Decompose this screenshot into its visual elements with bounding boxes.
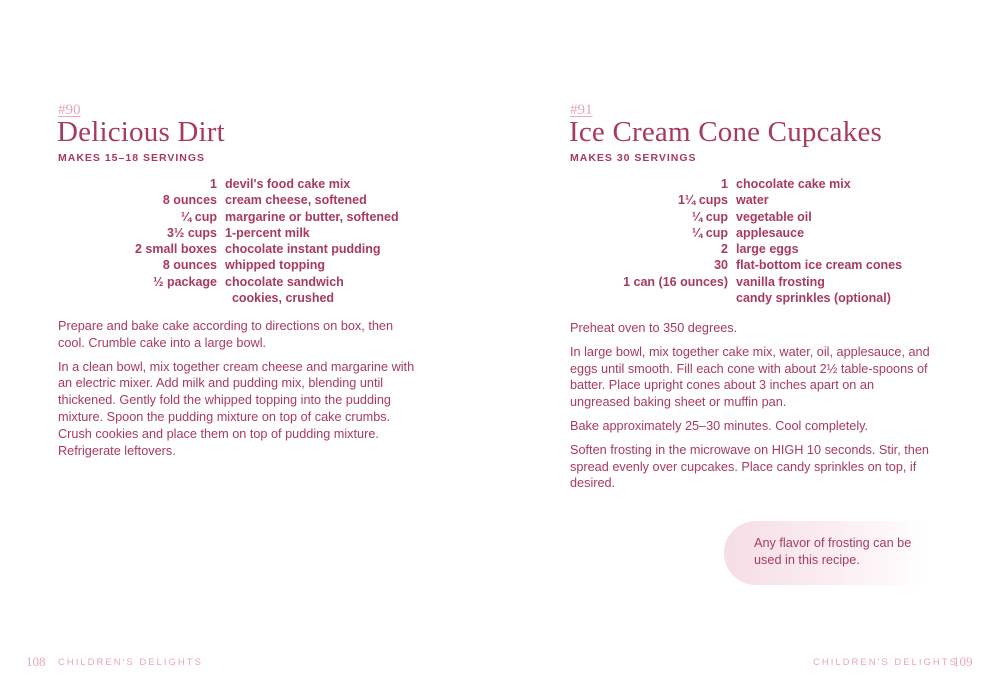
ingredient-row — [600, 274, 902, 290]
ingredient-item: whipped topping — [225, 258, 325, 273]
tip-text: Any flavor of frosting can be used in this recipe. — [754, 536, 912, 567]
instruction-paragraph: Preheat oven to 350 degrees. — [570, 321, 738, 335]
ingredient-qty: ½ package — [153, 274, 217, 289]
ingredient-item: candy sprinkles (optional) — [736, 291, 891, 306]
ingredient-item: vanilla frosting — [736, 274, 825, 289]
ingredient-item: chocolate sandwich — [225, 274, 344, 289]
section-footer: CHILDREN'S DELIGHTS — [813, 657, 958, 668]
ingredient-row — [600, 176, 902, 192]
ingredient-qty: 3½ cups — [166, 225, 217, 240]
ingredient-item: chocolate cake mix — [736, 177, 851, 191]
ingredient-row — [600, 225, 902, 241]
ingredient-item: cream cheese, softened — [225, 193, 367, 208]
recipe-title: Delicious Dirt — [57, 116, 225, 148]
ingredient-list — [100, 176, 399, 306]
ingredient-qty: 2 small boxes — [135, 242, 217, 257]
ingredient-row — [600, 209, 902, 225]
ingredient-item: 1-percent milk — [225, 225, 310, 240]
ingredient-item: water — [736, 193, 769, 208]
instruction-paragraph: In large bowl, mix together cake mix, water, oil, applesauce, and eggs until smooth. Fill each cone with about 2½ table-spoons of batter. Place upright cones about 3 inches apart on an ungreased baking sheet or muffin pan. — [570, 344, 930, 410]
ingredient-item: devil's food cake mix — [225, 177, 351, 191]
recipe-number: #91 — [570, 102, 593, 118]
ingredient-item: flat-bottom ice cream cones — [736, 258, 903, 273]
ingredient-qty: ¼ cup — [180, 209, 217, 224]
ingredient-row — [600, 257, 902, 273]
instructions — [58, 318, 423, 466]
ingredient-qty: 1 — [721, 177, 728, 191]
ingredient-qty: 8 ounces — [162, 193, 217, 208]
ingredient-row — [100, 209, 399, 225]
ingredient-qty: 30 — [714, 258, 728, 273]
section-footer: CHILDREN'S DELIGHTS — [58, 657, 203, 668]
recipe-number: #90 — [58, 102, 81, 118]
ingredient-item: margarine or butter, softened — [225, 209, 399, 224]
ingredient-row — [100, 225, 399, 241]
servings-label: MAKES 15–18 SERVINGS — [58, 152, 206, 164]
ingredient-qty — [600, 290, 736, 306]
ingredient-row — [600, 192, 902, 208]
page-number: 108 — [26, 654, 46, 669]
ingredient-item: large eggs — [736, 242, 799, 257]
ingredient-row — [600, 241, 902, 257]
ingredient-row — [100, 290, 399, 306]
instruction-paragraph: Bake approximately 25–30 minutes. Cool completely. — [570, 418, 869, 433]
ingredient-row — [100, 176, 399, 192]
ingredient-item: applesauce — [736, 225, 805, 240]
ingredient-qty: 1¼ cups — [677, 193, 728, 208]
ingredient-item: chocolate instant pudding — [225, 242, 381, 257]
ingredient-row — [100, 192, 399, 208]
ingredient-qty — [100, 290, 225, 306]
servings-label: MAKES 30 SERVINGS — [570, 152, 697, 164]
ingredient-qty: 1 — [210, 177, 217, 191]
ingredient-row — [600, 290, 902, 306]
ingredient-qty: ¼ cup — [691, 209, 728, 224]
tip-callout — [724, 521, 930, 585]
instructions — [570, 320, 935, 499]
ingredient-qty: 2 — [721, 242, 728, 257]
right-page — [500, 0, 1000, 691]
recipe-title: Ice Cream Cone Cupcakes — [569, 116, 883, 148]
instruction-paragraph: Prepare and bake cake according to directions on box, then cool. Crumble cake into a large bowl. — [58, 319, 394, 350]
instruction-paragraph: Soften frosting in the microwave on HIGH 10 seconds. Stir, then spread evenly over cupcakes. Place candy sprinkles on top, if desired. — [570, 442, 929, 491]
instruction-paragraph: In a clean bowl, mix together cream cheese and margarine with an electric mixer. Add milk and pudding mix, blending until thickened. Gently fold the whipped topping into the pudding mixture. Spoon the pudding mixture on top of cake crumbs. Crush cookies and place them on top of pudding mixture. Refrigerate leftovers. — [58, 359, 415, 458]
ingredient-qty: 1 can (16 ounces) — [623, 274, 728, 289]
ingredient-row — [100, 257, 399, 273]
ingredient-row — [100, 241, 399, 257]
ingredient-list — [600, 176, 902, 306]
ingredient-item: cookies, crushed — [225, 291, 335, 306]
ingredient-qty: 8 ounces — [162, 258, 217, 273]
ingredient-row — [100, 274, 399, 290]
page-number: 109 — [953, 654, 973, 669]
ingredient-item: vegetable oil — [736, 209, 812, 224]
ingredient-qty: ¼ cup — [691, 225, 728, 240]
